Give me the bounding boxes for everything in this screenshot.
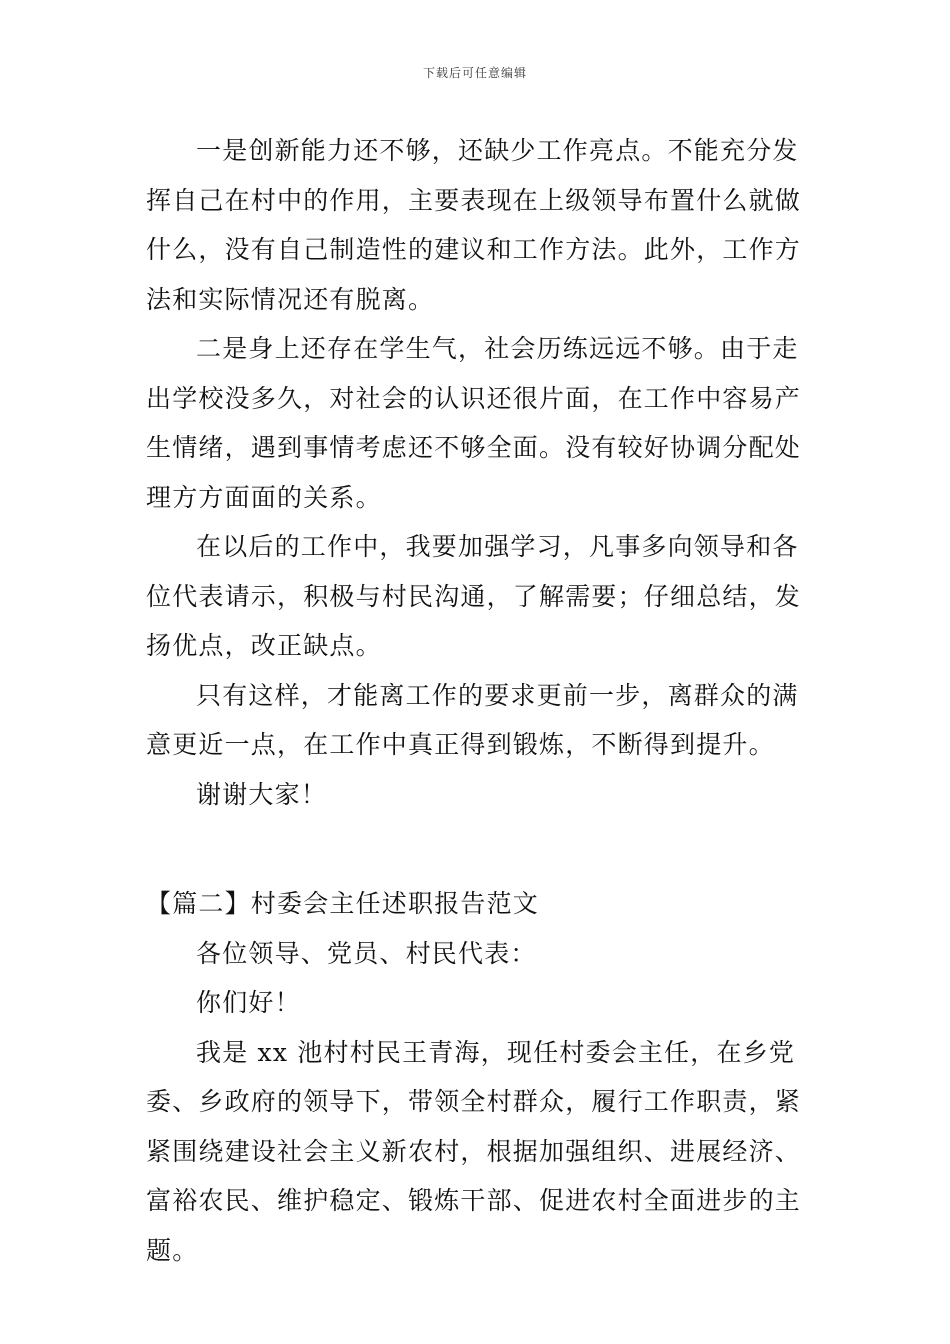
paragraph-hello: 你们好！	[196, 988, 301, 1017]
paragraph-thanks: 谢谢大家！	[196, 779, 328, 809]
paragraph-greeting-audience: 各位领导、党员、村民代表：	[196, 938, 537, 968]
paragraph-innovation: 一是创新能力还不够，还缺少工作亮点。不能充分发挥自己在村中的作用，主要表现在上级领导布置什么就做什么，没有自己制造性的建议和工作方法。此外，工作方法和实际情况还有脱离。	[146, 136, 802, 314]
paragraph-student-spirit: 二是身上还存在学生气，社会历练远远不够。由于走出学校没多久，对社会的认识还很片面，在工作中容易产生情绪，遇到事情考虑还不够全面。没有较好协调分配处理方方面面的关系。	[146, 334, 802, 512]
paragraph-only-this-way: 只有这样，才能离工作的要求更前一步，离群众的满意更近一点，在工作中真正得到锻炼，不断得到提升。	[146, 680, 799, 759]
paragraph-introduction: 我是 xx 池村村民王青海，现任村委会主任，在乡党委、乡政府的领导下，带领全村群众，履行工作职责，紧紧围绕建设社会主义新农村，根据加强组织、进展经济、富裕农民、维护稳定、锻炼干部、促进农村全面进步的主题。	[146, 1037, 802, 1265]
paragraph-future-work: 在以后的工作中，我要加强学习，凡事多向领导和各位代表请示，积极与村民沟通，了解需要；仔细总结，发扬优点，改正缺点。	[146, 532, 802, 660]
document-body	[146, 126, 810, 1275]
page-header-note: 下载后可任意编辑	[422, 66, 527, 80]
section-title: 【篇二】村委会主任述职报告范文	[146, 889, 540, 918]
